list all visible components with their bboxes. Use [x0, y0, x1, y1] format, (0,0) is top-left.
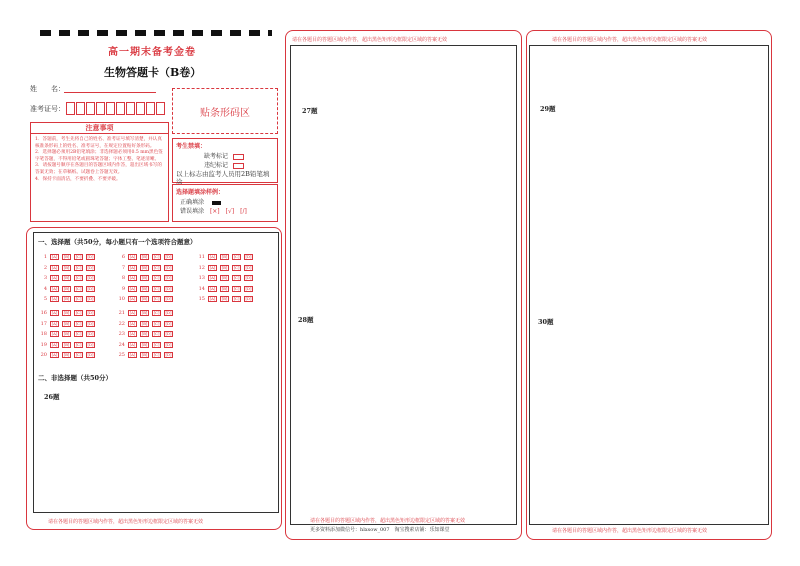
mc-question-number: 23: [118, 331, 125, 337]
mc-question: [38, 265, 98, 271]
timing-marks: [40, 30, 272, 36]
mc-option-bubble[interactable]: [C]: [153, 352, 160, 357]
mc-option-bubble[interactable]: [A]: [51, 264, 58, 270]
mc-option-bubble[interactable]: [D]: [165, 275, 172, 280]
mc-option-bubble[interactable]: [A]: [129, 310, 136, 315]
mc-question-number: 25: [118, 352, 125, 358]
boundary-hint: 请在各题目的答题区域内作答，超出黑色矩形边框限定区域的答案无效: [310, 518, 466, 524]
mc-question-number: 3: [43, 275, 47, 281]
mc-question-number: 13: [198, 275, 205, 281]
mc-question: [116, 296, 176, 302]
mc-option-bubble[interactable]: [A]: [129, 254, 136, 259]
mc-option-bubble[interactable]: [B]: [63, 264, 70, 270]
mc-option-bubble[interactable]: [D]: [165, 320, 172, 326]
violation-label: 违纪标记: [204, 162, 229, 169]
mc-question: [196, 275, 256, 281]
mc-question: [38, 352, 98, 358]
sample-box: [172, 184, 278, 222]
mc-option-bubble[interactable]: [D]: [165, 352, 172, 357]
mc-question-number: 2: [43, 264, 47, 271]
mc-option-bubble[interactable]: [A]: [51, 275, 58, 280]
correct-label: 正确填涂: [180, 199, 205, 206]
mc-option-bubble[interactable]: [A]: [51, 296, 58, 301]
mc-option-bubble[interactable]: [C]: [153, 296, 160, 301]
mc-option-bubble[interactable]: [B]: [221, 264, 228, 270]
examiner-box: [172, 138, 278, 186]
mc-question-number: 19: [40, 341, 47, 348]
mc-option-bubble[interactable]: [A]: [129, 341, 136, 347]
mc-option-bubble[interactable]: [B]: [221, 296, 228, 301]
mc-question: [116, 352, 176, 358]
mc-option-bubble[interactable]: [C]: [233, 296, 240, 301]
mc-question-number: 10: [118, 296, 125, 302]
mc-option-bubble[interactable]: [A]: [129, 275, 136, 280]
mc-option-bubble[interactable]: [A]: [129, 296, 136, 301]
mc-option-bubble[interactable]: [B]: [141, 320, 148, 326]
mc-option-bubble[interactable]: [A]: [51, 320, 58, 326]
nmc-section-title: 二、非选择题（共50分）: [38, 374, 113, 382]
mc-option-bubble[interactable]: [B]: [141, 285, 148, 291]
mc-question: [116, 265, 176, 271]
mc-option-bubble[interactable]: [B]: [63, 310, 70, 315]
exam-title: 高一期末备考金卷: [108, 47, 196, 58]
mc-option-bubble[interactable]: [B]: [63, 254, 70, 259]
mc-question: [38, 342, 98, 348]
mc-option-bubble[interactable]: [B]: [221, 275, 228, 280]
mc-option-bubble[interactable]: [D]: [165, 285, 172, 291]
mc-option-bubble[interactable]: [D]: [165, 264, 172, 270]
mc-question: [38, 331, 98, 337]
mc-option-bubble[interactable]: [B]: [141, 352, 148, 357]
boundary-hint: 请在各题目的答题区域内作答，超出黑色矩形边框限定区域的答案无效: [48, 519, 204, 525]
mc-option-bubble[interactable]: [C]: [75, 254, 82, 259]
mc-option-bubble[interactable]: [D]: [87, 341, 94, 347]
mc-question: [38, 275, 98, 281]
correct-fill-sample: [212, 201, 221, 205]
mc-option-bubble[interactable]: [D]: [87, 331, 94, 336]
mc-option-bubble[interactable]: [C]: [153, 285, 160, 291]
mc-question-number: 1: [43, 254, 47, 260]
boundary-hint: 请在各题目的答题区域内作答，超出黑色矩形边框限定区域的答案无效: [292, 37, 448, 43]
mc-option-bubble[interactable]: [B]: [221, 254, 228, 259]
wrong-marks: [×] [√] [/]: [209, 208, 247, 215]
mc-option-bubble[interactable]: [A]: [129, 352, 136, 357]
name-label: 姓 名：: [30, 85, 65, 93]
mc-option-bubble[interactable]: [B]: [221, 285, 228, 291]
mc-option-bubble[interactable]: [C]: [153, 320, 160, 326]
mc-option-bubble[interactable]: [D]: [87, 296, 94, 301]
mc-option-bubble[interactable]: [B]: [63, 331, 70, 336]
mc-question: [38, 310, 98, 316]
mc-option-bubble[interactable]: [B]: [141, 264, 148, 270]
mc-question: [196, 286, 256, 292]
mc-question: [38, 286, 98, 292]
mc-option-bubble[interactable]: [B]: [141, 296, 148, 301]
mc-option-bubble[interactable]: [C]: [153, 310, 160, 315]
mc-option-bubble[interactable]: [C]: [75, 331, 82, 336]
mc-option-bubble[interactable]: [A]: [209, 264, 216, 270]
mc-question-number: 11: [198, 254, 205, 260]
mc-option-bubble[interactable]: [D]: [245, 296, 252, 301]
notice-box: [30, 122, 169, 222]
notice-item: 3．请按题号顺序在各题目的答题区域内作答，超出区域书写的答案无效；在草稿纸、试题卷上答题无效。: [35, 163, 162, 175]
mc-option-bubble[interactable]: [D]: [87, 310, 94, 315]
answer-frame-right[interactable]: [529, 45, 769, 525]
mc-option-bubble[interactable]: [C]: [153, 254, 160, 259]
mc-question: [116, 310, 176, 316]
question-27-label: 27题: [302, 107, 318, 115]
boundary-hint: 请在各题目的答题区域内作答，超出黑色矩形边框限定区域的答案无效: [552, 528, 708, 534]
mc-option-bubble[interactable]: [D]: [87, 320, 94, 326]
examiner-title: 考生禁填：: [176, 143, 207, 150]
mc-question-number: 24: [118, 341, 125, 348]
sample-title: 选择题填涂样例：: [176, 189, 225, 196]
mc-option-bubble[interactable]: [D]: [165, 341, 172, 347]
mc-option-bubble[interactable]: [A]: [51, 285, 58, 291]
mc-question: [116, 275, 176, 281]
mc-section-title: 一、选择题（共50分，每小题只有一个选项符合题意）: [38, 238, 197, 246]
id-number-boxes[interactable]: [66, 102, 166, 115]
notice-item: 4．保持卡面清洁，不要折叠、不要弄破。: [35, 176, 121, 182]
mc-option-bubble[interactable]: [C]: [233, 264, 240, 270]
mc-option-bubble[interactable]: [C]: [75, 320, 82, 326]
mc-question-number: 12: [198, 264, 205, 271]
mc-option-bubble[interactable]: [A]: [209, 254, 216, 259]
mc-option-bubble[interactable]: [C]: [153, 264, 160, 270]
mc-option-bubble[interactable]: [A]: [129, 331, 136, 336]
mc-option-bubble[interactable]: [D]: [87, 352, 94, 357]
mc-question: [116, 286, 176, 292]
mc-question-number: 22: [118, 320, 125, 327]
id-label: 准考证号：: [30, 105, 65, 113]
violation-mark-box[interactable]: [233, 163, 244, 169]
mc-question: [196, 254, 256, 260]
mc-option-bubble[interactable]: [D]: [245, 285, 252, 291]
barcode-area: [172, 88, 278, 134]
mc-question-number: 6: [121, 254, 125, 260]
mc-question-number: 14: [198, 285, 205, 292]
mc-question-number: 4: [43, 285, 47, 292]
mc-question-number: 15: [198, 296, 205, 302]
mc-option-bubble[interactable]: [B]: [63, 275, 70, 280]
mc-option-bubble[interactable]: [D]: [87, 275, 94, 280]
answer-frame-middle[interactable]: [290, 45, 517, 525]
question-29-label: 29题: [540, 105, 556, 113]
mc-option-bubble[interactable]: [C]: [233, 254, 240, 259]
mc-option-bubble[interactable]: [A]: [209, 285, 216, 291]
mc-option-bubble[interactable]: [C]: [233, 285, 240, 291]
mc-question-number: 8: [121, 275, 125, 281]
wrong-label: 错误填涂: [180, 208, 205, 215]
mc-question-number: 16: [40, 310, 47, 316]
mc-option-bubble[interactable]: [D]: [245, 254, 252, 259]
question-26-label: 26题: [44, 393, 60, 401]
question-28-label: 28题: [298, 316, 314, 324]
mc-question: [116, 331, 176, 337]
mc-question-number: 20: [40, 352, 47, 358]
mc-question-number: 9: [121, 285, 125, 292]
mc-option-bubble[interactable]: [C]: [75, 341, 82, 347]
mc-question-number: 18: [40, 331, 47, 337]
mc-option-bubble[interactable]: [A]: [51, 331, 58, 336]
mc-question: [116, 321, 176, 327]
mc-option-bubble[interactable]: [A]: [209, 275, 216, 280]
footer-contact: 更多资料添加微信号：hlxsow_007 淘宝搜索店铺：乐知课堂: [310, 527, 450, 533]
mc-option-bubble[interactable]: [B]: [141, 254, 148, 259]
name-field[interactable]: [64, 92, 156, 93]
mc-option-bubble[interactable]: [B]: [63, 341, 70, 347]
mc-question: [116, 254, 176, 260]
mc-option-bubble[interactable]: [A]: [129, 264, 136, 270]
mc-option-bubble[interactable]: [B]: [63, 285, 70, 291]
question-30-label: 30题: [538, 318, 554, 326]
mc-option-bubble[interactable]: [A]: [209, 296, 216, 301]
mc-option-bubble[interactable]: [A]: [51, 254, 58, 259]
mc-option-bubble[interactable]: [C]: [75, 310, 82, 315]
mc-option-bubble[interactable]: [A]: [129, 285, 136, 291]
mc-option-bubble[interactable]: [D]: [245, 275, 252, 280]
absent-label: 缺考标记: [204, 153, 229, 160]
mc-option-bubble[interactable]: [A]: [51, 341, 58, 347]
mc-option-bubble[interactable]: [B]: [63, 352, 70, 357]
mc-option-bubble[interactable]: [D]: [87, 264, 94, 270]
mc-option-bubble[interactable]: [C]: [75, 264, 82, 270]
barcode-label: 贴条形码区: [200, 107, 250, 119]
notice-title: 注意事项: [31, 123, 168, 134]
mc-question: [38, 296, 98, 302]
mc-question: [38, 321, 98, 327]
mc-option-bubble[interactable]: [C]: [153, 331, 160, 336]
mc-option-bubble[interactable]: [C]: [75, 285, 82, 291]
mc-question-number: 17: [40, 320, 47, 327]
examiner-note: 以上标志由监考人员用2B铅笔填涂: [176, 170, 270, 186]
mc-option-bubble[interactable]: [C]: [153, 341, 160, 347]
mc-option-bubble[interactable]: [C]: [75, 275, 82, 280]
mc-option-bubble[interactable]: [D]: [87, 254, 94, 259]
notice-item: 2．选择题必须用2B铅笔填涂；非选择题必须用0.5 mm黑色签字笔答题，不得用铅笔或圆珠笔答题；字体工整、笔迹清晰。: [35, 150, 163, 162]
mc-option-bubble[interactable]: [B]: [141, 275, 148, 280]
boundary-hint: 请在各题目的答题区域内作答，超出黑色矩形边框限定区域的答案无效: [552, 37, 708, 43]
mc-option-bubble[interactable]: [D]: [245, 264, 252, 270]
mc-question-number: 21: [118, 310, 125, 316]
mc-option-bubble[interactable]: [D]: [87, 285, 94, 291]
mc-option-bubble[interactable]: [D]: [165, 310, 172, 315]
mc-option-bubble[interactable]: [A]: [51, 310, 58, 315]
mc-question: [196, 265, 256, 271]
mc-question: [196, 296, 256, 302]
card-title: 生物答题卡（B卷）: [104, 66, 202, 79]
mc-option-bubble[interactable]: [B]: [141, 331, 148, 336]
mc-question-number: 5: [43, 296, 47, 302]
mc-option-bubble[interactable]: [B]: [63, 320, 70, 326]
mc-option-bubble[interactable]: [C]: [153, 275, 160, 280]
mc-option-bubble[interactable]: [B]: [141, 341, 148, 347]
mc-option-bubble[interactable]: [D]: [165, 296, 172, 301]
mc-option-bubble[interactable]: [A]: [51, 352, 58, 357]
mc-option-bubble[interactable]: [D]: [165, 331, 172, 336]
mc-option-bubble[interactable]: [B]: [63, 296, 70, 301]
mc-option-bubble[interactable]: [B]: [141, 310, 148, 315]
mc-grid: [38, 254, 268, 364]
mc-option-bubble[interactable]: [C]: [75, 296, 82, 301]
mc-option-bubble[interactable]: [A]: [129, 320, 136, 326]
mc-question: [38, 254, 98, 260]
absent-mark-box[interactable]: [233, 154, 244, 160]
mc-option-bubble[interactable]: [C]: [233, 275, 240, 280]
mc-option-bubble[interactable]: [D]: [165, 254, 172, 259]
mc-question: [116, 342, 176, 348]
notice-item: 1．答题前，考生先将自己的姓名、准考证号填写清楚，并认真核准条形码上的姓名、准考证号，在规定位置贴好条形码。: [35, 137, 162, 149]
mc-question-number: 7: [121, 264, 125, 271]
mc-option-bubble[interactable]: [C]: [75, 352, 82, 357]
